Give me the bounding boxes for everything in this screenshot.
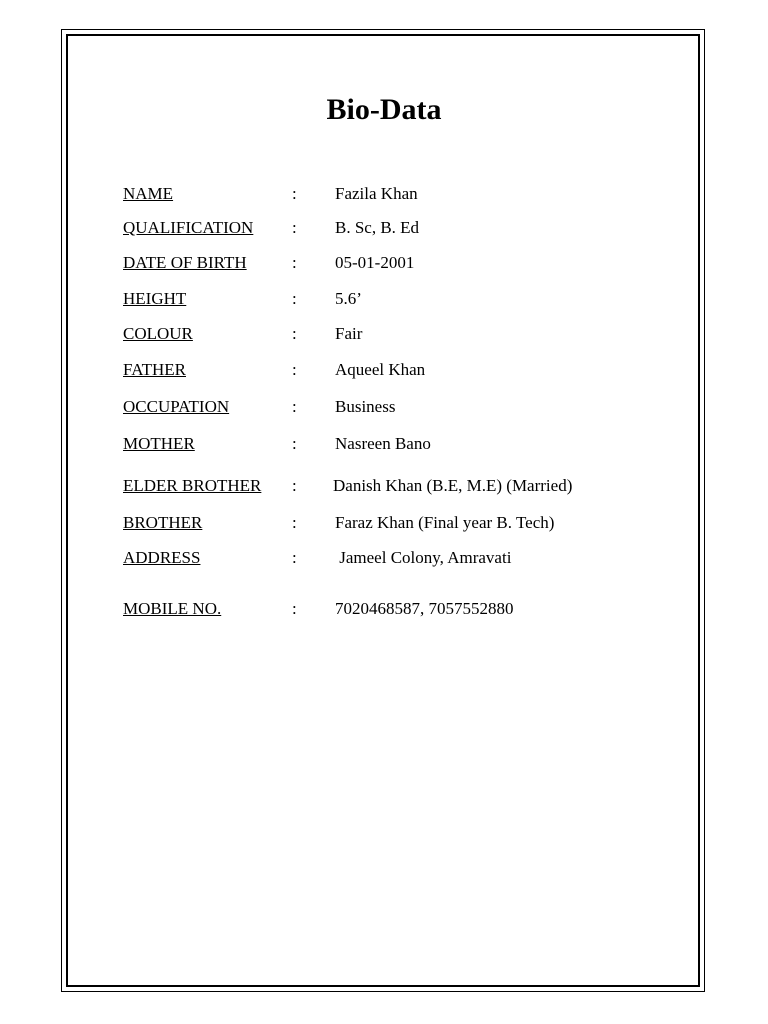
field-label: BROTHER [123,513,203,532]
field-row-qualification [0,216,768,240]
field-separator: : [292,184,297,203]
field-separator: : [292,513,297,532]
field-separator: : [292,218,297,237]
field-value: Aqueel Khan [335,360,426,379]
field-row-brother [0,511,768,535]
field-label: NAME [123,184,174,203]
field-row-father [0,358,768,382]
field-label: HEIGHT [123,289,187,308]
page-title: Bio-Data [326,93,442,126]
field-separator: : [292,397,297,416]
field-row-occupation [0,395,768,419]
field-value: Jameel Colony, Amravati [335,548,512,567]
field-separator: : [292,324,297,343]
field-separator: : [292,434,297,453]
field-label: COLOUR [123,324,193,343]
field-value: 5.6’ [335,289,362,308]
field-separator: : [292,360,297,379]
field-value: Business [335,397,396,416]
field-row-height [0,287,768,311]
field-label: ADDRESS [123,548,201,567]
field-label: MOBILE NO. [123,599,222,618]
field-row-colour [0,322,768,346]
field-value: B. Sc, B. Ed [335,218,420,237]
field-row-date-of-birth [0,251,768,275]
field-separator: : [292,599,297,618]
field-value: Fair [335,324,363,343]
field-separator: : [292,548,297,567]
field-value: 05-01-2001 [335,253,415,272]
field-row-name [0,182,768,206]
field-label: FATHER [123,360,186,379]
field-row-mobile-no [0,597,768,621]
field-value: Fazila Khan [335,184,418,203]
field-separator: : [292,289,297,308]
field-label: ELDER BROTHER [123,476,262,495]
field-label: MOTHER [123,434,195,453]
field-label: OCCUPATION [123,397,230,416]
field-label: DATE OF BIRTH [123,253,247,272]
field-value: Danish Khan (B.E, M.E) (Married) [333,476,573,495]
field-separator: : [292,476,297,495]
field-value: Nasreen Bano [335,434,431,453]
field-separator: : [292,253,297,272]
field-value: 7020468587, 7057552880 [335,599,514,618]
field-label: QUALIFICATION [123,218,254,237]
field-row-address [0,546,768,570]
field-row-mother [0,432,768,456]
field-row-elder-brother [0,474,768,498]
field-value: Faraz Khan (Final year B. Tech) [335,513,555,532]
